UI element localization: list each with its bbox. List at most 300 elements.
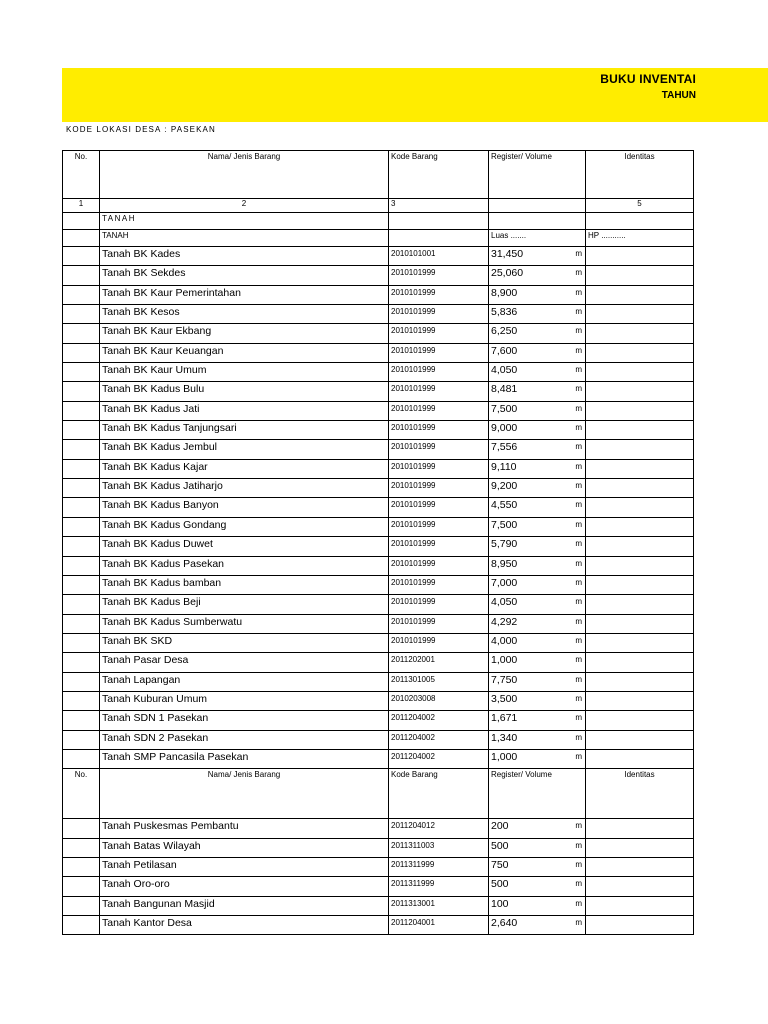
header-identitas (586, 151, 694, 199)
header-nama-text: Nama/ Jenis Barang (207, 770, 281, 780)
cell-volume (489, 595, 586, 614)
table-row (63, 556, 694, 575)
cell-volume-text: 7,600 (491, 344, 518, 357)
unit-label: m (575, 365, 582, 375)
cell-volume-text: 7,556 (491, 441, 518, 454)
table-row (63, 575, 694, 594)
header-register (489, 151, 586, 199)
unit-label: m (575, 693, 582, 703)
unit-label: m (575, 674, 582, 684)
cell-kode-text: 2011204002 (391, 713, 435, 723)
cell-kode (389, 672, 489, 691)
unit-label: m (575, 461, 582, 471)
cell-identitas (586, 633, 694, 652)
unit-label: m (575, 918, 582, 927)
cell-no (63, 819, 100, 838)
header-identitas-text: Identitas (624, 152, 655, 161)
cell-no (63, 575, 100, 594)
section-identitas (586, 213, 694, 230)
unit-label: m (575, 403, 582, 413)
unit-label: m (575, 751, 582, 761)
column-number-text: 3 (391, 199, 396, 208)
cell-no (63, 691, 100, 710)
cell-volume (489, 556, 586, 575)
table-row (63, 595, 694, 614)
cell-volume (489, 614, 586, 633)
cell-identitas (586, 877, 694, 896)
cell-nama-text: Tanah SDN 1 Pasekan (102, 712, 209, 725)
cell-kode-text: 2010101999 (391, 403, 436, 413)
cell-volume-text: 7,750 (491, 673, 518, 686)
table-row (63, 691, 694, 710)
cell-kode-text: 2010101999 (391, 384, 436, 394)
cell-nama (100, 749, 389, 768)
cell-no (63, 749, 100, 768)
cell-no (63, 440, 100, 459)
unit-label: m (575, 558, 582, 568)
cell-volume-text: 4,550 (491, 499, 518, 512)
cell-no (63, 479, 100, 498)
cell-volume (489, 285, 586, 304)
cell-kode-text: 2011311999 (391, 879, 435, 889)
cell-nama (100, 633, 389, 652)
header-nama (100, 151, 389, 199)
cell-nama-text: Tanah BK Kadus Tanjungsari (102, 422, 237, 435)
unit-label: m (575, 268, 582, 278)
cell-identitas (586, 266, 694, 285)
cell-nama-text: Tanah Bangunan Masjid (102, 897, 215, 910)
cell-nama (100, 459, 389, 478)
header-no (63, 769, 100, 819)
unit-label: m (575, 597, 582, 607)
cell-kode-text: 2011301005 (391, 674, 435, 684)
cell-kode-text: 2010101999 (391, 345, 436, 355)
unit-label: m (575, 635, 582, 645)
cell-no (63, 498, 100, 517)
unit-label: m (575, 539, 582, 549)
section-row (63, 213, 694, 230)
cell-volume (489, 633, 586, 652)
cell-identitas (586, 653, 694, 672)
unit-label: m (575, 345, 582, 355)
cell-volume (489, 440, 586, 459)
cell-nama (100, 324, 389, 343)
cell-nama (100, 711, 389, 730)
cell-no (63, 401, 100, 420)
cell-kode (389, 730, 489, 749)
header-kode (389, 151, 489, 199)
table-row (63, 749, 694, 768)
cell-nama-text: Tanah BK Kadus Jati (102, 402, 200, 415)
cell-kode (389, 498, 489, 517)
cell-nama-text: Tanah BK Kadus Beji (102, 596, 201, 609)
cell-nama (100, 838, 389, 857)
cell-identitas (586, 556, 694, 575)
table-row (63, 857, 694, 876)
cell-identitas (586, 459, 694, 478)
table-row (63, 247, 694, 266)
cell-volume (489, 537, 586, 556)
cell-nama-text: Tanah BK Kadus Sumberwatu (102, 615, 243, 628)
unit-label: m (575, 442, 582, 452)
cell-nama (100, 247, 389, 266)
cell-kode (389, 691, 489, 710)
cell-nama (100, 363, 389, 382)
column-number (586, 199, 694, 213)
table-row (63, 266, 694, 285)
unit-label: m (575, 249, 582, 258)
document-title: BUKU INVENTAI (600, 72, 696, 86)
cell-no (63, 266, 100, 285)
cell-identitas (586, 517, 694, 536)
cell-kode (389, 819, 489, 838)
unit-label: m (575, 655, 582, 665)
table-row (63, 324, 694, 343)
cell-identitas (586, 421, 694, 440)
cell-no (63, 305, 100, 324)
unit-label: m (575, 859, 582, 869)
cell-nama (100, 401, 389, 420)
cell-nama-text: Tanah BK Kadus Kajar (102, 460, 208, 473)
cell-volume-text: 1,000 (491, 654, 518, 667)
cell-nama (100, 498, 389, 517)
cell-no (63, 672, 100, 691)
cell-volume (489, 916, 586, 935)
unit-label: m (575, 384, 582, 394)
table-row (63, 401, 694, 420)
cell-volume-text: 31,450 (491, 248, 524, 260)
cell-kode-text: 2011313001 (391, 898, 435, 908)
cell-kode (389, 575, 489, 594)
cell-kode (389, 517, 489, 536)
cell-identitas (586, 498, 694, 517)
cell-kode (389, 363, 489, 382)
cell-identitas (586, 285, 694, 304)
cell-volume-text: 1,000 (491, 750, 518, 763)
cell-volume-text: 200 (491, 820, 509, 833)
table-row (63, 537, 694, 556)
cell-nama (100, 877, 389, 896)
cell-volume-text: 750 (491, 858, 509, 871)
cell-volume (489, 479, 586, 498)
cell-no (63, 517, 100, 536)
cell-nama-text: Tanah SDN 2 Pasekan (102, 731, 209, 744)
cell-volume-text: 4,050 (491, 596, 518, 609)
cell-no (63, 247, 100, 266)
cell-kode-text: 2011204002 (391, 732, 435, 742)
cell-kode-text: 2010101001 (391, 249, 436, 258)
unit-label: m (575, 879, 582, 889)
cell-identitas (586, 691, 694, 710)
cell-identitas (586, 595, 694, 614)
unit-label: m (575, 732, 582, 742)
cell-volume-text: 7,500 (491, 402, 518, 415)
table-row (63, 421, 694, 440)
cell-volume (489, 266, 586, 285)
section-register-text: Luas ....... (491, 231, 527, 240)
cell-nama-text: Tanah BK Kesos (102, 306, 180, 319)
cell-volume (489, 343, 586, 362)
column-number (489, 199, 586, 213)
table-row (63, 382, 694, 401)
section-label (100, 213, 389, 230)
cell-kode (389, 838, 489, 857)
cell-volume (489, 653, 586, 672)
cell-identitas (586, 730, 694, 749)
header-nama-text: Nama/ Jenis Barang (207, 152, 281, 161)
cell-volume (489, 401, 586, 420)
cell-kode-text: 2010101999 (391, 500, 436, 510)
cell-nama (100, 730, 389, 749)
cell-no (63, 230, 100, 247)
cell-kode (389, 421, 489, 440)
cell-kode (389, 556, 489, 575)
cell-no (63, 857, 100, 876)
cell-nama (100, 266, 389, 285)
cell-kode (389, 324, 489, 343)
cell-nama (100, 691, 389, 710)
cell-volume (489, 305, 586, 324)
cell-kode (389, 614, 489, 633)
header-no-text: No. (74, 770, 88, 780)
table-row (63, 363, 694, 382)
table-header-row (63, 769, 694, 819)
table-row (63, 672, 694, 691)
cell-nama-text: Tanah BK SKD (102, 634, 173, 647)
cell-volume (489, 382, 586, 401)
cell-nama-text: Tanah Kuburan Umum (102, 692, 208, 705)
cell-identitas (586, 363, 694, 382)
header-register (489, 769, 586, 819)
section-row (63, 230, 694, 247)
table-row (63, 653, 694, 672)
column-number-text: 5 (637, 199, 642, 208)
unit-label: m (575, 519, 582, 529)
cell-kode-text: 2010101999 (391, 423, 436, 433)
cell-nama (100, 672, 389, 691)
cell-nama-text: Tanah BK Kadus Gondang (102, 518, 227, 531)
unit-label: m (575, 500, 582, 510)
cell-no (63, 324, 100, 343)
title-banner (62, 68, 768, 122)
cell-volume-text: 500 (491, 878, 509, 891)
cell-identitas (586, 614, 694, 633)
cell-volume (489, 247, 586, 266)
table-row (63, 916, 694, 935)
unit-label: m (575, 840, 582, 850)
cell-no (63, 653, 100, 672)
cell-nama (100, 440, 389, 459)
cell-nama (100, 382, 389, 401)
cell-no (63, 896, 100, 915)
unit-label: m (575, 326, 582, 336)
cell-identitas (586, 479, 694, 498)
cell-volume-text: 9,110 (491, 460, 517, 473)
table-row (63, 711, 694, 730)
cell-no (63, 556, 100, 575)
cell-nama (100, 653, 389, 672)
cell-volume-text: 5,836 (491, 306, 518, 319)
cell-kode (389, 595, 489, 614)
cell-kode (389, 711, 489, 730)
cell-kode-text: 2010101999 (391, 365, 436, 375)
table-row (63, 633, 694, 652)
header-no (63, 151, 100, 199)
table-row (63, 730, 694, 749)
cell-kode-text: 2010101999 (391, 442, 436, 452)
cell-nama (100, 343, 389, 362)
cell-no (63, 916, 100, 935)
cell-volume (489, 749, 586, 768)
cell-volume-text: 7,000 (491, 576, 518, 589)
cell-kode (389, 653, 489, 672)
cell-kode (389, 230, 489, 247)
cell-nama-text: Tanah BK Kadus Bulu (102, 383, 205, 396)
unit-label: m (575, 577, 582, 587)
inventory-table (62, 150, 694, 935)
cell-nama-text: Tanah Kantor Desa (102, 917, 192, 929)
cell-volume-text: 1,340 (491, 731, 518, 744)
cell-nama-text: Tanah BK Kaur Umum (102, 364, 207, 377)
cell-volume (489, 711, 586, 730)
cell-kode (389, 537, 489, 556)
cell-kode (389, 401, 489, 420)
cell-kode-text: 2010101999 (391, 616, 436, 626)
cell-identitas (586, 537, 694, 556)
cell-identitas (586, 305, 694, 324)
cell-nama-text: Tanah BK Kadus Jatiharjo (102, 480, 223, 493)
cell-no (63, 838, 100, 857)
cell-volume-text: 100 (491, 897, 509, 910)
cell-volume-text: 2,640 (491, 917, 518, 929)
column-number-row (63, 199, 694, 213)
cell-identitas (586, 672, 694, 691)
cell-volume (489, 877, 586, 896)
cell-kode (389, 877, 489, 896)
cell-nama-text: Tanah SMP Pancasila Pasekan (102, 750, 249, 763)
cell-identitas (586, 575, 694, 594)
cell-no (63, 343, 100, 362)
cell-kode (389, 305, 489, 324)
cell-kode-text: 2010101999 (391, 519, 436, 529)
cell-nama (100, 896, 389, 915)
cell-nama-text: Tanah Puskesmas Pembantu (102, 820, 239, 833)
header-kode (389, 769, 489, 819)
cell-nama (100, 421, 389, 440)
cell-volume-text: 9,000 (491, 422, 518, 435)
cell-kode-text: 2011202001 (391, 655, 435, 665)
cell-identitas (586, 440, 694, 459)
cell-volume-text: 25,060 (491, 267, 524, 280)
cell-no (63, 382, 100, 401)
cell-nama (100, 575, 389, 594)
cell-nama (100, 537, 389, 556)
table-row (63, 479, 694, 498)
cell-kode-text: 2010101999 (391, 635, 436, 645)
cell-nama (100, 305, 389, 324)
cell-kode-text: 2010101999 (391, 481, 436, 491)
unit-label: m (575, 307, 582, 317)
cell-nama-text: Tanah BK Kadus Pasekan (102, 557, 225, 570)
cell-no (63, 730, 100, 749)
column-number (389, 199, 489, 213)
cell-volume (489, 575, 586, 594)
cell-identitas (586, 819, 694, 838)
cell-nama-text: Tanah BK Kaur Pemerintahan (102, 286, 241, 299)
cell-nama-text: Tanah BK Kadus Duwet (102, 538, 213, 551)
cell-kode (389, 213, 489, 230)
cell-identitas (586, 749, 694, 768)
cell-kode (389, 916, 489, 935)
cell-identitas (586, 838, 694, 857)
cell-no (63, 459, 100, 478)
column-number (100, 199, 389, 213)
cell-identitas (586, 857, 694, 876)
table-header-row (63, 151, 694, 199)
cell-volume-text: 4,000 (491, 634, 518, 647)
cell-nama-text: Tanah BK Kades (102, 248, 181, 260)
cell-kode (389, 479, 489, 498)
cell-kode (389, 857, 489, 876)
cell-nama (100, 595, 389, 614)
cell-kode-text: 2010101999 (391, 307, 436, 317)
cell-volume (489, 691, 586, 710)
header-register-text: Register/ Volume (491, 770, 552, 780)
cell-nama (100, 916, 389, 935)
cell-nama-text: Tanah BK Kadus Jembul (102, 441, 217, 454)
cell-kode (389, 749, 489, 768)
cell-identitas (586, 711, 694, 730)
location-code-label: KODE LOKASI DESA : PASEKAN (66, 125, 216, 134)
table-row (63, 517, 694, 536)
cell-volume (489, 498, 586, 517)
cell-kode (389, 896, 489, 915)
cell-nama-text: Tanah Oro-oro (102, 878, 170, 891)
cell-kode-text: 2010101999 (391, 326, 436, 336)
cell-volume-text: 5,790 (491, 538, 518, 551)
cell-kode-text: 2010101999 (391, 539, 436, 549)
unit-label: m (575, 821, 582, 831)
cell-volume (489, 857, 586, 876)
cell-kode-text: 2010101999 (391, 461, 436, 471)
cell-kode-text: 2010101999 (391, 558, 436, 568)
cell-kode (389, 633, 489, 652)
cell-volume-text: 7,500 (491, 518, 518, 531)
cell-volume-text: 3,500 (491, 692, 518, 705)
table-row (63, 896, 694, 915)
cell-volume-text: 8,900 (491, 286, 518, 299)
cell-nama (100, 614, 389, 633)
cell-volume-text: 4,292 (491, 615, 518, 628)
cell-kode (389, 440, 489, 459)
header-register-text: Register/ Volume (491, 152, 552, 161)
header-kode-text: Kode Barang (391, 152, 438, 161)
section-register (489, 230, 586, 247)
cell-volume (489, 819, 586, 838)
cell-volume (489, 896, 586, 915)
header-identitas-text: Identitas (624, 770, 655, 780)
cell-kode (389, 382, 489, 401)
cell-nama-text: Tanah BK Kadus bamban (102, 576, 222, 589)
cell-volume (489, 421, 586, 440)
table-row (63, 498, 694, 517)
cell-volume-text: 8,950 (491, 557, 518, 570)
cell-nama-text: Tanah Pasar Desa (102, 654, 189, 667)
cell-kode-text: 2011204012 (391, 821, 435, 831)
cell-kode (389, 285, 489, 304)
section-register (489, 213, 586, 230)
cell-nama-text: Tanah Lapangan (102, 673, 181, 686)
